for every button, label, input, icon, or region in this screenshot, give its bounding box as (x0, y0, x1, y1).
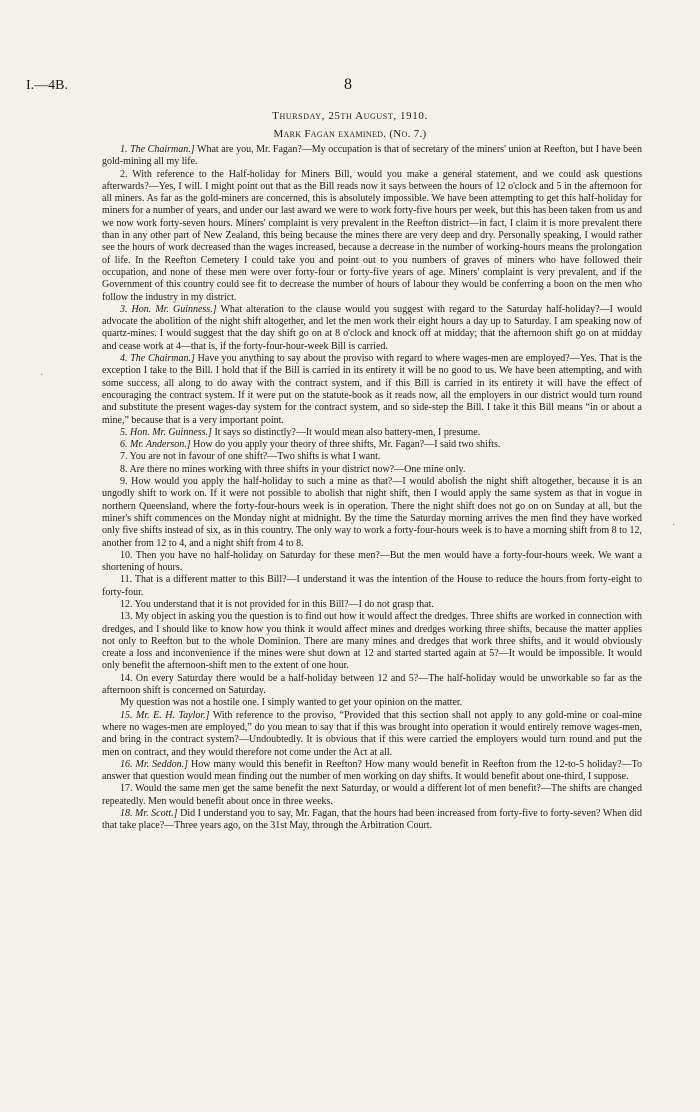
paragraph (102, 673, 642, 698)
paragraph (102, 599, 642, 611)
paragraph-text: With reference to the proviso, “Provided that this section shall not apply to any gold-mine or coal-mine where no wages-men are employed,” do you mean to say that if this was brought into operation it would entirely remove wages-men, and bring in the contract system?—Undoubtedly. It is obvious that if this were carried the employers would turn round and put the men on contract, and they would therefore not come under the Act at all. (102, 709, 642, 758)
paragraph-text: How do you apply your theory of three shifts, Mr. Fagan?—I said two shifts. (190, 439, 501, 451)
paragraph-text: 7. You are not in favour of one shift?—Two shifts is what I want. (120, 451, 381, 463)
paragraph-text: What are you, Mr. Fagan?—My occupation is that of secretary of the miners' union at Reefton, but I have been gold-mining all my life. (102, 144, 642, 168)
paragraph (102, 759, 642, 784)
paragraph (102, 451, 642, 463)
speaker: 5. Hon. Mr. Guinness.] (120, 426, 212, 438)
paragraph-text: My question was not a hostile one. I simply wanted to get your opinion on the matter. (120, 697, 463, 709)
paragraph-text: 14. On every Saturday there would be a half-holiday between 12 and 5?—The half-holiday would be unworkable so far as the afternoon shift is concerned on Saturday. (102, 672, 642, 697)
margin-mark: · (40, 370, 44, 381)
transcript-body (102, 144, 642, 833)
paragraph-text: 11. That is a different matter to this Bill?—I understand it was the intention of the House to reduce the hours from forty-eight to forty-four. (102, 574, 642, 598)
paragraph (102, 710, 642, 759)
paragraph (102, 464, 642, 476)
paragraph (102, 574, 642, 599)
paragraph-text: Have you anything to say about the proviso with regard to where wages-men are employed?—Yes. That is the exception I take to the Bill. I hold that if the Bill is carried in its entirety it will be no good to us. We have been attempting, and with some success, all along to do away with the contract system, and if this Bill is carried in its entirety it will have the effect of encouraging the contract system. If it were put on the statute-book as it reads now, all the employers in our district would turn round and substitute the present wages-day system for the contract system, and so side-step the Bill. I take it this Bill means “in or about a mine,” because that is a very important point. (102, 353, 642, 426)
paragraph (102, 476, 642, 550)
paragraph (102, 808, 642, 833)
paragraph-text: 12. You understand that it is not provided for in this Bill?—I do not grasp that. (120, 598, 434, 610)
speaker: 18. Mr. Scott.] (120, 808, 178, 820)
page-header (0, 78, 700, 98)
paragraph (102, 169, 642, 304)
speaker: 6. Mr. Anderson.] (120, 439, 191, 451)
paragraph (102, 427, 642, 439)
date-heading: Thursday, 25th August, 1910. (272, 110, 428, 122)
paragraph (102, 550, 642, 575)
speaker: 16. Mr. Seddon.] (120, 758, 188, 770)
paragraph-text: 10. Then you have no half-holiday on Saturday for these men?—But the men would have a forty-four-hours week. We want a shortening of hours. (102, 549, 642, 574)
witness-heading: Mark Fagan examined. (No. 7.) (273, 128, 427, 140)
speaker: 1. The Chairman.] (120, 144, 195, 155)
speaker: 4. The Chairman.] (120, 353, 195, 365)
speaker: 3. Hon. Mr. Guinness.] (120, 303, 217, 315)
paragraph (102, 697, 642, 709)
page-number: 8 (344, 76, 352, 93)
paragraph-text: 2. With reference to the Half-holiday for Miners Bill, would you make a general statement, and we could ask questions afterwards?—Yes, I will. I might point out that as the Bill reads now it says between the hours of 12 o'clock and 5 in the afternoon for all miners. As far as the gold-miners are concerned, this is absolutely impossible. We have been attempting to get this half-holiday for miners for a number of years, and under our last award we were to work forty-five hours per week, but this has been taken from us and we now work forty-seven hours. Miners' complaint is very prevalent in the Reefton district—in fact, I claim it is more prevalent there than in any other part of New Zealand, this being because the mines there are very deep and dry. Personally speaking, I would rather see the hours of work decreased than the wages increased, because a decrease in the number of working-hours means the prolongation of life. In the Reefton Cemetery I could take you and point out to you numbers of graves of miners who have followed their occupation, and none of these men were over forty-four or forty-five years of age. Miners' complaint is very prevalent, and if the Government of this country could see fit to decrease the number of hours of labour they would be conferring a boon on the men who follow the industry in my district. (102, 168, 642, 303)
paragraph-text: What alteration to the clause would you suggest with regard to the Saturday half-holiday?—I would advocate the abolition of the night shift altogether, and let the men work their eight hours a day up to Saturday. I am speaking now of quartz-mines. I would suggest that the day shift go on at 8 o'clock and knock off at midday; that the afternoon shift go on at midday and cease work at 4—that is, if the forty-four-hour-week Bill is carried. (102, 303, 642, 352)
paragraph (102, 304, 642, 353)
paragraph (102, 144, 642, 169)
paragraph (102, 783, 642, 808)
paragraph (102, 439, 642, 451)
paragraph-text: 8. Are there no mines working with three shifts in your district now?—One mine only. (120, 463, 466, 475)
paragraph-text: 17. Would the same men get the same benefit the next Saturday, or would a different lot of men benefit?—The shifts are changed repeatedly. Men would benefit about once in three weeks. (102, 783, 642, 807)
margin-mark: · (672, 520, 676, 531)
paragraph-text: It says so distinctly?—It would mean also battery-men, I presume. (211, 426, 481, 438)
paragraph (102, 611, 642, 672)
paragraph-text: 13. My object in asking you the question is to find out how it would affect the dredges. Three shifts are worked in connection with dredges, and I should like to know how you think it would affect mines and dredges working three shifts, because the matter applies not only to Reefton but to the whole Dominion. There are many mines and dredges that work three shifts, and it would obviously create a loss and inconvenience if the mines were shut down at 12 and started started again at 5?—It would be impossible. It would only benefit the afternoon-shift men to the extent of one hour. (102, 611, 642, 672)
paragraph-text: 9. How would you apply the half-holiday to such a mine as that?—I would abolish the night shift altogether, because it is an ungodly shift to work on. If it were not possible to abolish that night shift, then I would apply the same system as that in vogue in northern Queensland, where the forty-four-hours week is in operation. There the night shift does not go on on Sunday at all, but the miner's shift commences on the Monday night at midnight. By the time the Saturday morning arrives the men find they have worked only five shifts instead of six, as in this country. The only way to work a forty-four-hours week is to have a morning shift from 8 to 12, another from 12 to 4, and a night shift from 4 to 8. (102, 476, 642, 549)
speaker: 15. Mr. E. H. Taylor.] (120, 709, 210, 721)
paragraph-text: How many would this benefit in Reefton? How many would benefit in Reefton from the 12-to-5 holiday?—To answer that question would mean finding out the number of men working on day shifts. It would benefit about one-third, I suppose. (102, 758, 642, 783)
document-reference: I.—4B. (26, 78, 68, 93)
paragraph (102, 353, 642, 427)
paragraph-text: Did I understand you to say, Mr. Fagan, that the hours had been increased from forty-five to forty-seven? When did that take place?—Three years ago, on the 31st May, through the Arbitration Court. (102, 808, 643, 832)
